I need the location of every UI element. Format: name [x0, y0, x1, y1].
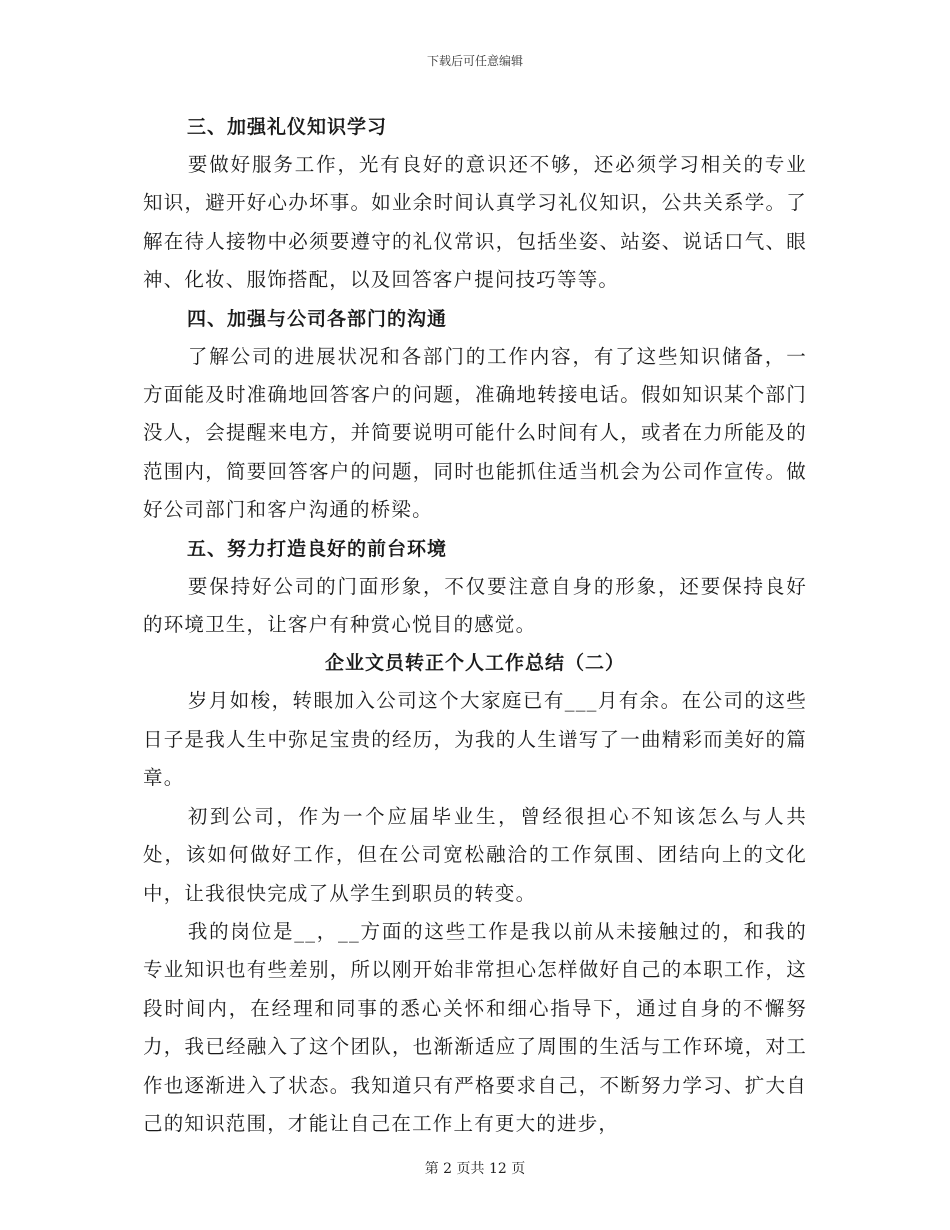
section-heading: 五、努力打造良好的前台环境 — [187, 537, 448, 560]
paragraph: 要保持好公司的门面形象，不仅要注意自身的形象，还要保持良好的环境卫生，让客户有种赏心悦目的感觉。 — [143, 574, 807, 637]
page-header: 下载后可任意编辑 — [426, 54, 523, 68]
paragraph: 了解公司的进展状况和各部门的工作内容，有了这些知识储备，一方面能及时准确地回答客户的问题，准确地转接电话。假如知识某个部门没人，会提醒来电方，并简要说明可能什么时间有人，或者在力所能及的范围内，简要回答客户的问题，同时也能抓住适当机会为公司作宣传。做好公司部门和客户沟通的桥梁。 — [143, 344, 807, 522]
document-body — [143, 108, 807, 1143]
page-number: 第 2 页共 12 页 — [424, 1161, 526, 1177]
section-heading: 三、加强礼仪知识学习 — [187, 116, 388, 138]
section-heading: 四、加强与公司各部门的沟通 — [187, 307, 448, 330]
article-title: 企业文员转正个人工作总结（二） — [324, 652, 625, 675]
paragraph: 要做好服务工作，光有良好的意识还不够，还必须学习相关的专业知识，避开好心办坏事。如业余时间认真学习礼仪知识，公共关系学。了解在待人接物中必须要遵守的礼仪常识，包括坐姿、站姿、说话口气、眼神、化妆、服饰搭配，以及回答客户提问技巧等等。 — [143, 153, 807, 292]
paragraph: 我的岗位是__，__方面的这些工作是我以前从未接触过的，和我的专业知识也有些差别，所以刚开始非常担心怎样做好自己的本职工作，这段时间内，在经理和同事的悉心关怀和细心指导下，通过自身的不懈努力，我已经融入了这个团队，也渐渐适应了周围的生活与工作环境，对工作也逐渐进入了状态。我知道只有严格要求自己，不断努力学习、扩大自己的知识范围，才能让自己在工作上有更大的进步， — [143, 919, 807, 1135]
paragraph: 岁月如梭，转眼加入公司这个大家庭已有___月有余。在公司的这些日子是我人生中弥足宝贵的经历，为我的人生谱写了一曲精彩而美好的篇章。 — [143, 689, 807, 790]
paragraph: 初到公司，作为一个应届毕业生，曾经很担心不知该怎么与人共处，该如何做好工作，但在公司宽松融洽的工作氛围、团结向上的文化中，让我很快完成了从学生到职员的转变。 — [143, 804, 807, 905]
